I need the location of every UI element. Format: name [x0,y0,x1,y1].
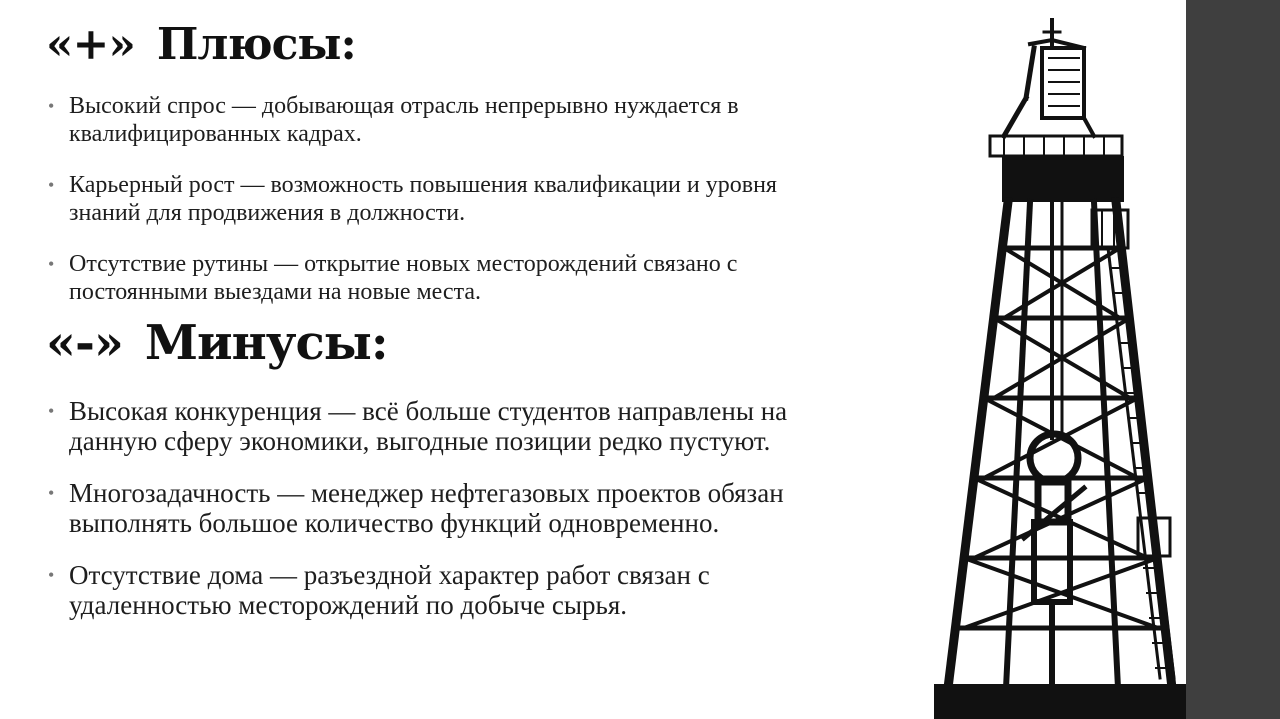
list-item [46,92,777,148]
cons-title: Минусы: [144,315,388,371]
pros-heading [46,20,356,70]
list-item [46,171,777,227]
item-line: знаний для продвижения в должности. [69,200,466,226]
list-item [46,560,787,620]
oil-derrick-icon [934,18,1186,719]
right-side-bar [1186,0,1280,719]
list-item [46,250,777,306]
item-line: Отсутствие рутины — открытие новых месторождений связано с [69,251,738,277]
list-item [46,396,787,456]
cons-mark: «-» [46,315,123,371]
item-line: Карьерный рост — возможность повышения квалификации и уровня [69,172,777,198]
item-line: выполнять большое количество функций одновременно. [69,508,720,538]
item-line: Высокий спрос — добывающая отрасль непрерывно нуждается в [69,93,739,119]
cons-heading [46,315,388,371]
item-line: Многозадачность — менеджер нефтегазовых проектов обязан [69,478,784,508]
item-line: Отсутствие дома — разъездной характер работ связан с [69,560,710,590]
pros-title: Плюсы: [156,19,356,70]
cons-list [46,396,787,642]
bullet-icon: • [48,565,55,585]
item-line: данную сферу экономики, выгодные позиции редко пустуют. [69,426,771,456]
pros-list [46,92,777,329]
item-line: постоянными выездами на новые места. [69,279,482,305]
bullet-icon: • [48,175,55,195]
bullet-icon: • [48,254,55,274]
item-line: удаленностью месторождений по добыче сырья. [69,590,628,620]
list-item [46,478,787,538]
bullet-icon: • [48,96,55,116]
item-line: квалифицированных кадрах. [69,121,362,147]
pros-mark: «+» [46,19,135,70]
bullet-icon: • [48,401,55,421]
bullet-icon: • [48,483,55,503]
item-line: Высокая конкуренция — всё больше студентов направлены на [69,396,788,426]
